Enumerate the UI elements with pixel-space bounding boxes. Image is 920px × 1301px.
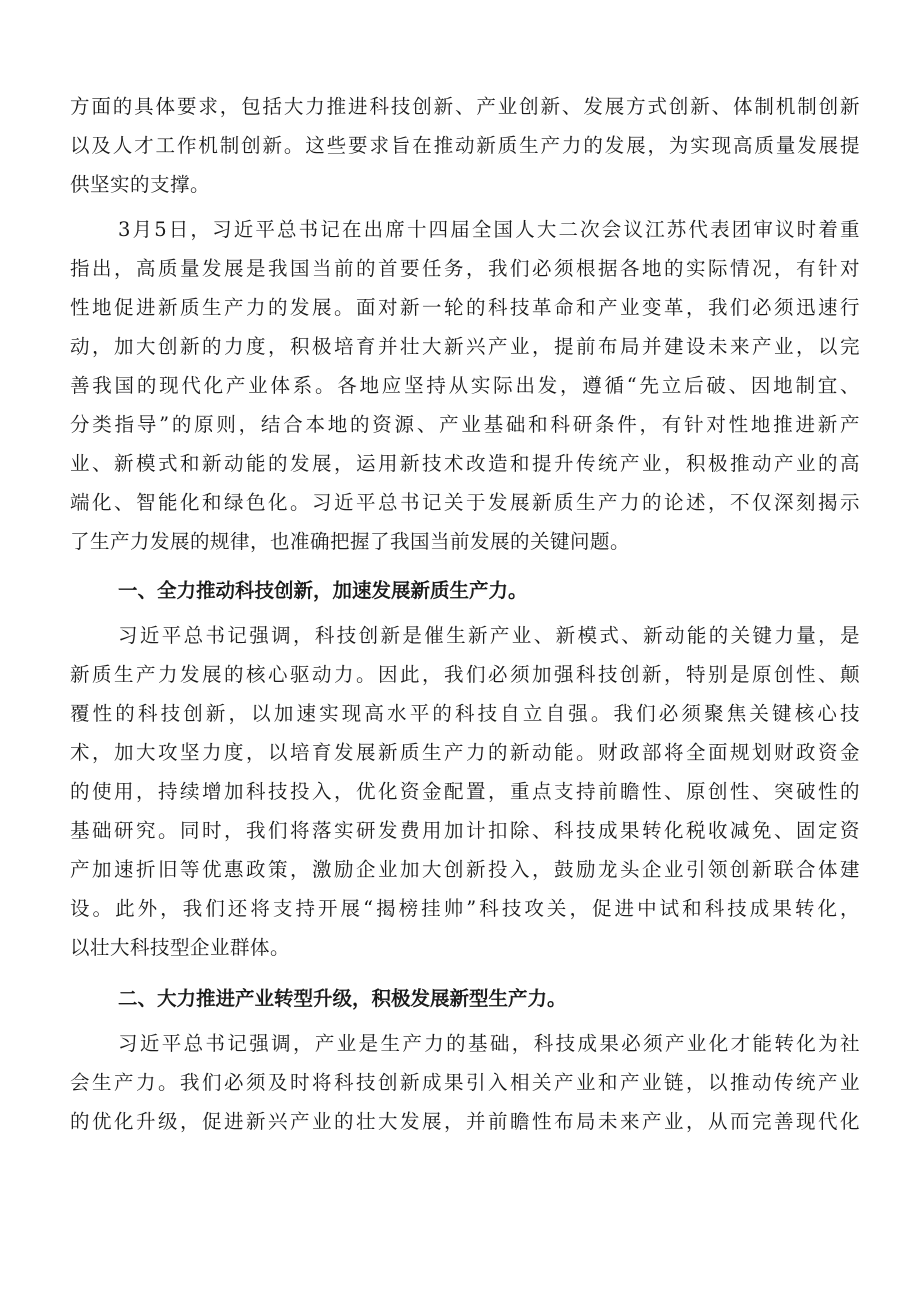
body-text-line: 指出，高质量发展是我国当前的首要任务，我们必须根据各地的实际情况，有针对 [70, 257, 860, 280]
body-text-line: 覆性的科技创新，以加速实现高水平的科技自立自强。我们必须聚焦关键核心技 [70, 702, 860, 725]
body-text-line: 会生产力。我们必须及时将科技创新成果引入相关产业和产业链，以推动传统产业 [70, 1071, 860, 1094]
body-text-line: 的使用，持续增加科技投入，优化资金配置，重点支持前瞻性、原创性、突破性的 [70, 780, 860, 803]
body-text-line: 3月5日，习近平总书记在出席十四届全国人大二次会议江苏代表团审议时着重 [118, 218, 860, 241]
body-text-line: 分类指导”的原则，结合本地的资源、产业基础和科研条件，有针对性地推进新产 [70, 413, 860, 436]
body-text-line: 术，加大攻坚力度，以培育发展新质生产力的新动能。财政部将全面规划财政资金 [70, 741, 860, 764]
body-text-line: 产加速折旧等优惠政策，激励企业加大创新投入，鼓励龙头企业引领创新联合体建 [70, 858, 860, 881]
body-text-line: 方面的具体要求，包括大力推进科技创新、产业创新、发展方式创新、体制机制创新 [70, 95, 860, 118]
body-text-line: 习近平总书记强调，产业是生产力的基础，科技成果必须产业化才能转化为社 [118, 1032, 860, 1055]
body-text-line: 供坚实的支撑。 [70, 173, 211, 196]
body-text-line: 基础研究。同时，我们将落实研发费用加计扣除、科技成果转化税收减免、固定资 [70, 819, 860, 842]
body-text-line: 新质生产力发展的核心驱动力。因此，我们必须加强科技创新，特别是原创性、颠 [70, 663, 860, 686]
body-text-line: 设。此外，我们还将支持开展“揭榜挂帅”科技攻关，促进中试和科技成果转化， [70, 897, 860, 920]
body-text-line: 的优化升级，促进新兴产业的壮大发展，并前瞻性布局未来产业，从而完善现代化 [70, 1110, 860, 1133]
body-text-line: 性地促进新质生产力的发展。面对新一轮的科技革命和产业变革，我们必须迅速行 [70, 296, 860, 319]
body-text-line: 善我国的现代化产业体系。各地应坚持从实际出发，遵循“先立后破、因地制宜、 [70, 374, 860, 397]
body-text-line: 业、新模式和新动能的发展，运用新技术改造和提升传统产业，积极推动产业的高 [70, 452, 860, 475]
body-text-line: 动，加大创新的力度，积极培育并壮大新兴产业，提前布局并建设未来产业，以完 [70, 335, 860, 358]
section-heading: 二、大力推进产业转型升级，积极发展新型生产力。 [118, 987, 567, 1010]
section-heading: 一、全力推动科技创新，加速发展新质生产力。 [118, 579, 528, 602]
body-text-line: 以壮大科技型企业群体。 [70, 936, 291, 959]
body-text-line: 以及人才工作机制创新。这些要求旨在推动新质生产力的发展，为实现高质量发展提 [70, 134, 860, 157]
body-text-line: 了生产力发展的规律，也准确把握了我国当前发展的关键问题。 [70, 530, 631, 553]
body-text-line: 习近平总书记强调，科技创新是催生新产业、新模式、新动能的关键力量，是 [118, 624, 860, 647]
body-text-line: 端化、智能化和绿色化。习近平总书记关于发展新质生产力的论述，不仅深刻揭示 [70, 491, 860, 514]
